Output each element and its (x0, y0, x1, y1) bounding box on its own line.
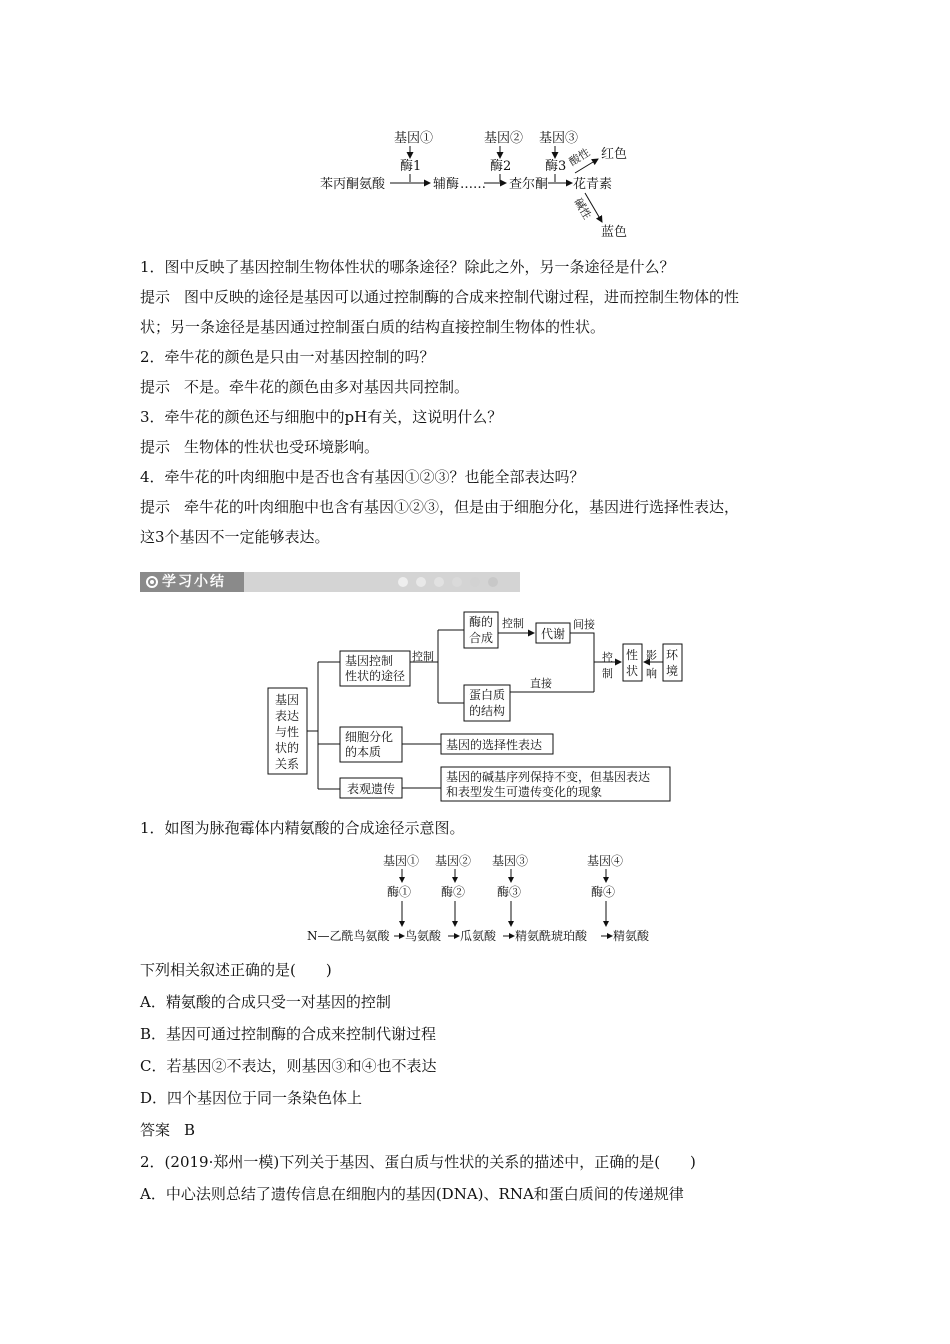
gene-3-label: 基因③ (539, 131, 579, 146)
phenylalanine-label: 苯丙酮氨酸 (320, 177, 386, 192)
root-label-5: 关系 (275, 757, 300, 771)
summary-concept-map (260, 605, 700, 805)
answer-4-line-1: 提示 牵牛花的叶肉细胞中也含有基因①②③，但是由于细胞分化，基因进行选择性表达， (140, 498, 740, 516)
differentiation-label-1: 细胞分化 (345, 730, 394, 744)
chain-arginine: 精氨酸 (613, 929, 650, 943)
trait-label-2: 状 (626, 664, 639, 678)
trait-label-1: 性 (626, 648, 639, 662)
option-b: B．基因可通过控制酶的合成来控制代谢过程 (140, 1025, 437, 1043)
answer-3: 提示 生物体的性状也受环境影响。 (140, 438, 380, 456)
control-label-2: 控制 (502, 617, 524, 630)
decor-dot-icon (416, 577, 426, 587)
root-label-3: 与性 (275, 725, 300, 739)
control-label-1: 控制 (412, 650, 434, 663)
answer-label: 答案 (140, 1121, 171, 1139)
metabolism-label: 代谢 (541, 627, 566, 641)
summary-title: 学习小结 (140, 572, 244, 592)
epigenetics-desc-1: 基因的碱基序列保持不变，但基因表达 (446, 770, 651, 784)
affect-label-2: 响 (646, 667, 657, 680)
answer-2: 提示 不是。牵牛花的颜色由多对基因共同控制。 (140, 378, 470, 396)
control-label-3b: 制 (602, 667, 613, 680)
decor-dot-icon (488, 577, 498, 587)
arg-enzyme-4: 酶④ (591, 885, 616, 899)
question-1: 1．图中反映了基因控制生物体性状的哪条途径？除此之外，另一条途径是什么？ (140, 258, 675, 276)
chain-ornithine: 鸟氨酸 (405, 929, 442, 943)
control-label-3a: 控 (602, 651, 613, 664)
epigenetics-desc-2: 和表型发生可遗传变化的现象 (446, 785, 603, 799)
decor-dot-icon (398, 577, 408, 587)
arg-enzyme-3: 酶③ (497, 885, 522, 899)
anthocyanin-label: 花青素 (573, 177, 613, 192)
red-label: 红色 (601, 147, 628, 162)
exercise-1-body (140, 954, 830, 1210)
epigenetics-label: 表观遗传 (347, 782, 396, 796)
gene-2-label: 基因② (484, 131, 524, 146)
enzyme-1-label: 酶1 (400, 159, 422, 174)
pathway-label-2: 性状的途径 (345, 669, 406, 683)
exercise-2-question: 2．(2019·郑州一模)下列关于基因、蛋白质与性状的关系的描述中，正确的是( ) (140, 1153, 696, 1171)
acidic-label: 酸性 (566, 145, 593, 169)
hint-label: 提示 (140, 498, 171, 516)
selective-expression-label: 基因的选择性表达 (446, 738, 543, 752)
direct-label: 直接 (530, 677, 552, 690)
indirect-label: 间接 (573, 618, 595, 631)
question-3: 3．牵牛花的颜色还与细胞中的pH有关，这说明什么？ (140, 408, 503, 426)
affect-label-1: 影 (646, 649, 657, 662)
protein-label-2: 的结构 (469, 704, 506, 718)
option-c: C．若基因②不表达，则基因③和④也不表达 (140, 1057, 437, 1075)
blue-label: 蓝色 (601, 225, 628, 240)
root-label-4: 状的 (275, 741, 300, 755)
gene-1-label: 基因① (394, 131, 434, 146)
enzyme-2-label: 酶2 (490, 159, 512, 174)
env-label-1: 环 (666, 648, 679, 662)
coenzyme-label: 辅酶 (433, 177, 460, 192)
arg-enzyme-2: 酶② (441, 885, 466, 899)
basic-label: 碱性 (571, 196, 594, 222)
option-a: A．精氨酸的合成只受一对基因的控制 (140, 993, 391, 1011)
hint-label: 提示 (140, 288, 171, 306)
arg-enzyme-1: 酶① (387, 885, 412, 899)
chain-argininosuccinate: 精氨酰琥珀酸 (515, 929, 588, 943)
decor-dot-icon (452, 577, 462, 587)
env-label-2: 境 (666, 664, 679, 678)
chalcone-label: 查尔酮 (509, 177, 549, 192)
answer-1-line-2: 状；另一条途径是基因通过控制蛋白质的结构直接控制生物体的性状。 (140, 318, 606, 336)
qa-block (140, 252, 830, 552)
enzyme-label-1: 酶的 (469, 615, 494, 629)
exercise-1-question: 1．如图为脉孢霉体内精氨酸的合成途径示意图。 (140, 819, 465, 837)
arg-gene-1: 基因① (383, 854, 420, 868)
decor-dot-icon (434, 577, 444, 587)
root-label-2: 表达 (275, 709, 300, 723)
summary-banner (140, 572, 520, 592)
answer-4-line-2: 这3个基因不一定能够表达。 (140, 528, 330, 546)
arg-gene-4: 基因④ (587, 854, 624, 868)
decor-dot-icon (470, 577, 480, 587)
target-icon (146, 576, 158, 588)
exercise-1-answer: 答案 B (140, 1121, 196, 1139)
hint-label: 提示 (140, 438, 171, 456)
arginine-pathway-diagram (305, 850, 665, 945)
arg-gene-3: 基因③ (492, 854, 529, 868)
chain-citrulline: 瓜氨酸 (460, 929, 497, 943)
exercise-1-stem: 下列相关叙述正确的是( ) (140, 961, 332, 979)
question-4: 4．牵牛花的叶肉细胞中是否也含有基因①②③？也能全部表达吗？ (140, 468, 585, 486)
question-2: 2．牵牛花的颜色是只由一对基因控制的吗？ (140, 348, 435, 366)
protein-label-1: 蛋白质 (469, 688, 506, 702)
exercise-2-option-a: A．中心法则总结了遗传信息在细胞内的基因(DNA)、RNA和蛋白质间的传递规律 (140, 1185, 684, 1203)
arg-gene-2: 基因② (435, 854, 472, 868)
hint-label: 提示 (140, 378, 171, 396)
answer-1-line-1: 提示 图中反映的途径是基因可以通过控制酶的合成来控制代谢过程，进而控制生物体的性 (140, 288, 740, 306)
enzyme-3-label: 酶3 (545, 159, 567, 174)
pathway-label-1: 基因控制 (345, 654, 394, 668)
enzyme-label-2: 合成 (469, 631, 494, 645)
differentiation-label-2: 的本质 (345, 745, 382, 759)
root-label-1: 基因 (275, 693, 300, 707)
ellipsis-label: …… (460, 177, 486, 192)
anthocyanin-pathway-diagram (310, 125, 650, 240)
option-d: D．四个基因位于同一条染色体上 (140, 1089, 363, 1107)
chain-acetylornithine: N—乙酰鸟氨酸 (307, 929, 390, 943)
